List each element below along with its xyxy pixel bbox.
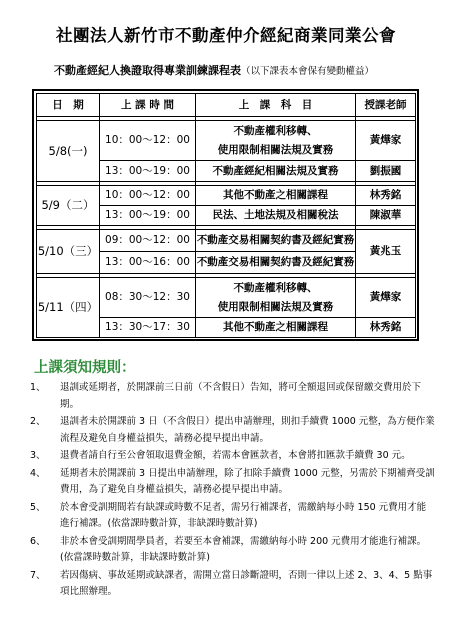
time-cell: 10：00～12：00	[100, 186, 196, 206]
rule-number: 4、	[30, 467, 46, 479]
column-header: 上 課 時 間	[100, 94, 196, 117]
course-cell	[196, 206, 356, 226]
course-line: 其他不動產之相關課程	[223, 189, 328, 201]
subtitle-text: 不動產經紀人換證取得專業訓練課程表	[54, 64, 241, 77]
course-line: 不動產經紀相關法規及實務	[212, 164, 339, 177]
rule-item	[30, 448, 435, 465]
teacher-cell: 劉振國	[356, 161, 416, 182]
time-cell: 10：00～12：00	[100, 121, 196, 161]
rule-number: 2、	[30, 416, 46, 427]
date-cell: 5/11（四）	[37, 278, 100, 338]
course-cell	[196, 318, 356, 338]
table-row	[37, 278, 416, 318]
date-cell: 5/9（二）	[37, 186, 100, 226]
column-header: 日 期	[37, 94, 100, 117]
time-cell: 13：00～19：00	[100, 206, 196, 226]
table-header-row	[37, 94, 416, 117]
rule-number: 5、	[30, 501, 46, 513]
teacher-cell: 陳淑華	[356, 206, 416, 226]
course-line: 民法、土地法規及相關稅法	[212, 209, 339, 221]
course-line: 其他不動產之相關課程	[223, 321, 328, 333]
rule-item	[30, 380, 435, 413]
rule-item	[30, 568, 435, 601]
rule-text: 退訓者未於開課前 3 日（不含假日）提出申請辦理，則扣手續費 1000 元整，為方便作業流程及避免自身權益損失，請務必提早提出申請。	[60, 416, 435, 444]
rule-number: 6、	[30, 535, 46, 547]
date-cell: 5/10（三）	[37, 230, 100, 274]
page-title: 社團法人新竹市不動產仲介經紀商業同業公會	[56, 26, 396, 45]
schedule-table	[36, 93, 416, 338]
teacher-cell: 林秀銘	[356, 186, 416, 206]
course-line: 不動產權利移轉、	[233, 281, 318, 294]
table-row	[37, 186, 416, 206]
rule-text: 於本會受訓期間若有缺課或時數不足者，需另行補課者，需繳納每小時 150 元費用才能進行補課。(依當課時數計算，非缺課時數計算)	[60, 501, 427, 529]
rule-number: 1、	[30, 382, 46, 393]
rule-text: 退費者請自行至公會領取退費金額，若需本會匯款者，本會將扣匯款手續費 30 元。	[60, 450, 411, 461]
course-line: 不動產交易相關契約書及經紀實務	[196, 256, 355, 268]
time-cell: 13：00～19：00	[100, 161, 196, 182]
time-cell: 08：30～12：30	[100, 278, 196, 318]
time-cell: 13：00～16：00	[100, 252, 196, 274]
rules-title: 上課須知規則：	[34, 360, 136, 376]
course-cell	[196, 186, 356, 206]
teacher-cell: 林秀銘	[356, 318, 416, 338]
teacher-cell: 黃燁家	[356, 121, 416, 161]
rule-item	[30, 534, 435, 567]
rules-list	[30, 380, 435, 602]
table-row	[37, 230, 416, 252]
rule-text: 延期者未於開課前 3 日提出申請辦理，除了扣除手續費 1000 元整，另需於下期補齊受訓費用，為了避免自身權益損失，請務必提早提出申請。	[60, 467, 435, 495]
rule-item	[30, 466, 435, 499]
course-line: 不動產交易相關契約書及經紀實務	[196, 234, 355, 246]
course-cell	[196, 161, 356, 182]
column-header: 授課老師	[356, 94, 416, 117]
time-cell: 09：00～12：00	[100, 230, 196, 252]
course-cell	[196, 230, 356, 252]
schedule-subtitle	[54, 62, 374, 78]
course-line: 使用限制相關法規及實務	[217, 300, 334, 313]
time-cell: 13：30～17：30	[100, 318, 196, 338]
course-line: 使用限制相關法規及實務	[217, 143, 334, 156]
column-header: 上 課 科 目	[196, 94, 356, 117]
teacher-cell: 黃兆玉	[356, 230, 416, 274]
rule-item	[30, 414, 435, 447]
rule-text: 退訓或延期者，於開課前三日前（不含假日）告知，將可全額退回或保留繳交費用於下期。	[60, 382, 422, 410]
rule-number: 3、	[30, 450, 46, 461]
teacher-cell: 黃燁家	[356, 278, 416, 318]
course-line: 不動產權利移轉、	[233, 124, 318, 137]
rule-number: 7、	[30, 569, 46, 581]
course-cell	[196, 252, 356, 274]
rule-item	[30, 500, 435, 533]
table-row	[37, 121, 416, 161]
rule-text: 非於本會受訓期間學員者，若要至本會補課，需繳納每小時 200 元費用才能進行補課。(依當課時數計算，非缺課時數計算)	[60, 535, 427, 563]
subtitle-note: （以下課表本會保有變動權益）	[241, 66, 375, 77]
date-cell: 5/8(一)	[37, 121, 100, 182]
course-cell	[196, 278, 356, 318]
course-cell	[196, 121, 356, 161]
rule-text: 若因傷病、事故延期或缺課者，需開立當日診斷證明，否則一律以上述 2、3、4、5 點事項比照辦理。	[60, 569, 433, 597]
